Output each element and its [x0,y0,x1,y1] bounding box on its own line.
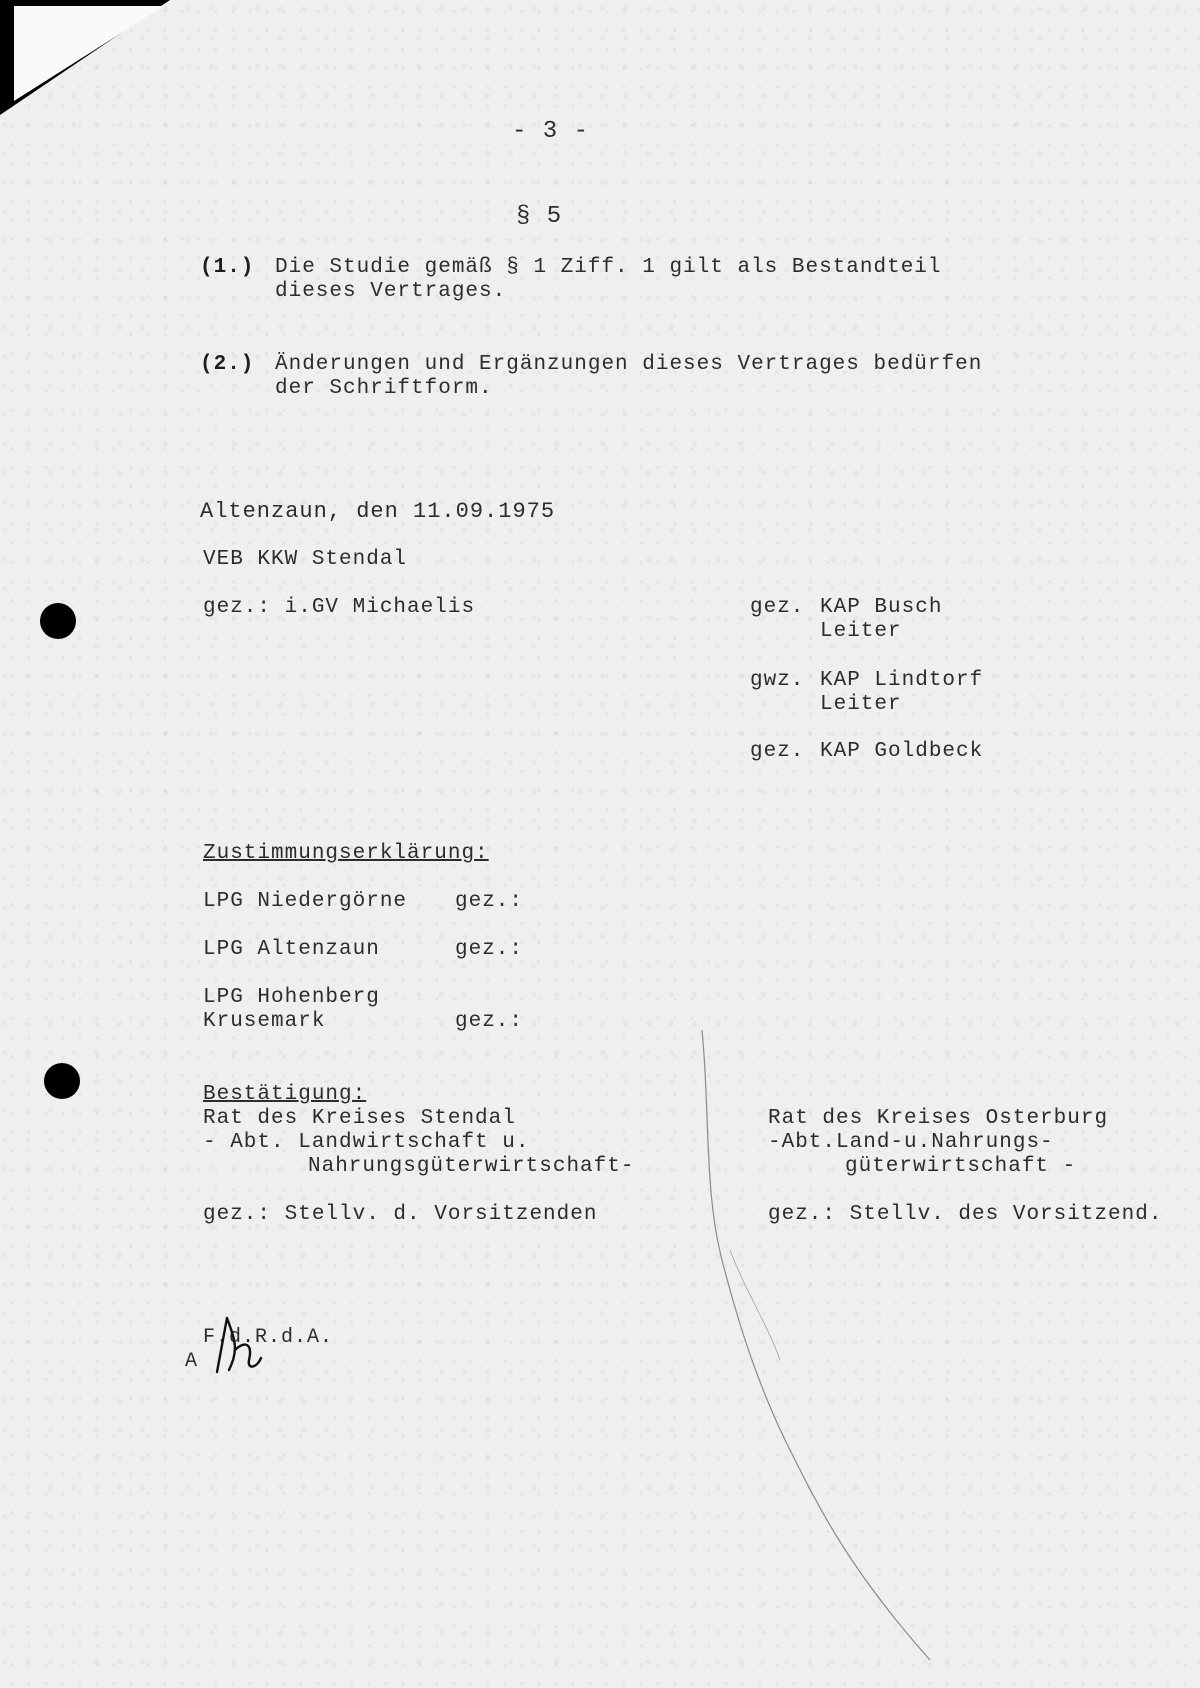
consent-row-3-org-line1: LPG Hohenberg [203,986,380,1009]
party-right-3-name: KAP Goldbeck [820,740,984,763]
confirmation-left-line3: Nahrungsgüterwirtschaft- [308,1155,635,1178]
page-number: - 3 - [512,118,590,145]
clause-1-number: (1.) [200,256,255,279]
party-right-1-role: Leiter [820,620,902,643]
confirmation-right-line1: Rat des Kreises Osterburg [768,1107,1109,1130]
confirmation-left-signed: gez.: Stellv. d. Vorsitzenden [203,1203,598,1226]
clause-1-text-line2: dieses Vertrages. [275,280,507,303]
clause-1-text-line1: Die Studie gemäß § 1 Ziff. 1 gilt als Bestandteil [275,256,942,279]
party-right-2-name: KAP Lindtorf [820,669,984,692]
consent-row-3-signed: gez.: [455,1010,524,1033]
folded-corner-flap [14,6,164,101]
confirmation-right-line2: -Abt.Land-u.Nahrungs- [768,1131,1054,1154]
certification-line1: F.d.R.d.A. [203,1326,334,1349]
party-right-1-prefix: gez. [750,596,805,619]
handwritten-initials [205,1310,275,1380]
consent-row-1-signed: gez.: [455,890,524,913]
confirmation-left-line2: - Abt. Landwirtschaft u. [203,1131,530,1154]
confirmation-left-line1: Rat des Kreises Stendal [203,1107,516,1130]
party-right-2-role: Leiter [820,693,902,716]
confirmation-right-line3: güterwirtschaft - [845,1155,1077,1178]
clause-2-number: (2.) [200,353,255,376]
party-left-org: VEB KKW Stendal [203,548,408,571]
party-right-1-name: KAP Busch [820,596,943,619]
party-right-3-prefix: gez. [750,740,805,763]
punch-hole-top [40,603,76,639]
party-left-signed: gez.: i.GV Michaelis [203,596,476,619]
confirmation-right-signed: gez.: Stellv. des Vorsitzend. [768,1203,1163,1226]
section-heading: § 5 [516,203,563,230]
place-date: Altenzaun, den 11.09.1975 [200,499,556,524]
certification-line2: A [185,1350,199,1373]
party-right-2-prefix: gwz. [750,669,805,692]
punch-hole-bottom [44,1063,80,1099]
consent-heading: Zustimmungserklärung: [203,842,489,865]
consent-row-2-signed: gez.: [455,938,524,961]
consent-row-3-org-line2: Krusemark [203,1010,326,1033]
clause-2-text-line2: der Schriftform. [275,377,493,400]
clause-2-text-line1: Änderungen und Ergänzungen dieses Vertrages bedürfen [275,353,983,376]
confirmation-heading: Bestätigung: [203,1083,367,1106]
consent-row-1-org: LPG Niedergörne [203,890,408,913]
consent-row-2-org: LPG Altenzaun [203,938,380,961]
